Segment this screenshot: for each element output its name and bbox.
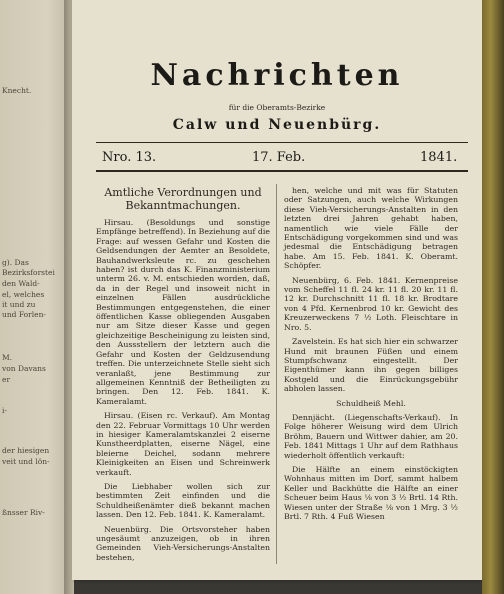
previous-page-strip [0, 0, 68, 594]
article-paragraph: Die Hälfte an einem einstöckigten Wohnhaus mitten im Dorf, sammt halbem Keller und Backhütte die Hälfte an einer Scheuer beim Haus ⅛ von 3 ½ Brtl. 14 Rth. Wiesen unter der Straße ⅛ von 1 Mrg. 3 ½ Brtl. 7 Rth. 4 Fuß Wiesen [284, 464, 458, 521]
previous-page-fragment: it und zu [2, 300, 36, 309]
article-paragraph: Die Liebhaber wollen sich zur bestimmten Zeit einfinden und die Schuldheißenämter dieß bekannt machen lassen. Den 12. Feb. 1841. K. Kameralamt. [96, 481, 270, 520]
article-paragraph: Neuenbürg, 6. Feb. 1841. Kernenpreise vom Scheffel 11 fl. 24 kr. 11 fl. 20 kr. 11 fl. 12 kr. Durchschnitt 11 fl. 18 kr. Brodtare von 4 Pfd. Kernenbrod 10 kr. Gewicht des Kreuzerweckens 7 ½ Loth. Fleischtare in Nro. 5. [284, 275, 458, 332]
previous-page-fragment: i- [2, 406, 7, 415]
article-paragraph: Hirsau. (Besoldungs und sonstige Empfänge betreffend). In Beziehung auf die Frage: auf wessen Gefahr und Kosten die Geldsendungen der Aemter an Besoldete, Bauhandwerksleute rc. zu geschehen haben? ist durch das K. Finanzministerium unterm 26. v. M. entschieden worden, daß, da in der Regel und insoweit nicht in einzelnen Fällen ausdrückliche Bestimmungen entgegenstehen, die einer öffentlichen Kasse obliegenden Ausgaben nur am Sitze dieser Kasse und gegen gleichzeitige Bescheinigung zu leisten sind, den Aussstellern der letztern auch die Gefahr und Kosten der Geldzusendung treffen. Die unterzeichnete Stelle sieht sich veranlaßt, jene Bestimmung zur allgemeinen Kenntniß der Betheiligten zu bringen. Den 12. Feb. 1841. K. Kameralamt. [96, 218, 270, 406]
previous-page-fragment: und Forlen- [2, 310, 46, 319]
previous-page-fragment: er [2, 375, 11, 384]
article-signature: Schuldheiß Mehl. [336, 398, 406, 408]
article-paragraph: Hirsau. (Eisen rc. Verkauf). Am Montag den 22. Februar Vormittags 10 Uhr werden in hiesiger Kameralamtskanzlei 2 eiserne Kunstheerdplatten, eiserne Nägel, eine bleierne Deichel, sodann mehrere Kleinigkeiten an Eisen und Schreinwerk verkauft. [96, 411, 270, 477]
masthead-subtitle: für die Oberamts-Bezirke [228, 103, 326, 112]
previous-page-fragment: den Wald- [2, 279, 40, 288]
article-paragraph: Dennjächt. (Liegenschafts-Verkauf). In Folge höherer Weisung wird dem Ulrich Bröhm, Bauern und Wittwer dahier, am 20. Feb. 1841 Mittags 1 Uhr auf dem Rathhaus wiederholt öffentlich verkauft: [284, 412, 458, 460]
column-divider [276, 184, 277, 564]
article-paragraph: hen, welche und mit was für Statuten oder Satzungen, auch welche Wirkungen diese Vieh-Versicherungs-Anstalten in den letzten drei Jahren gehabt haben, namentlich wie viele Fälle der Entschädigung vorgekommen sind und was jedesmal die Entschädigung betragen habe. Am 15. Feb. 1841. K. Oberamt. Schöpfer. [284, 186, 458, 271]
issue-year: 1841. [420, 150, 458, 165]
article-paragraph: Neuenbürg. Die Ortsvorsteher haben ungesäumt anzuzeigen, ob in ihren Gemeinden Vieh-Versicherungs-Anstalten bestehen, [96, 524, 270, 562]
previous-page-fragment: Knecht. [2, 86, 32, 95]
previous-page-fragment: von Davans [2, 364, 46, 373]
previous-page-fragment: g). Das [2, 258, 29, 267]
top-rule [96, 142, 468, 143]
previous-page-fragment: ßnsser Riv- [2, 508, 45, 517]
previous-page-fragment: veit und lön- [2, 457, 50, 466]
newspaper-page [72, 0, 482, 580]
masthead-places: Calw und Neuenbürg. [172, 117, 382, 133]
masthead-title: Nachrichten [150, 58, 404, 93]
article-paragraph: Zavelstein. Es hat sich hier ein schwarzer Hund mit braunen Füßen und einem Stumpfschwanz eingestellt. Der Eigenthümer kann ihn gegen billiges Kostgeld und die Einrückungsgebühr abholen lassen. [284, 337, 458, 394]
previous-page-fragment: der hiesigen [2, 446, 50, 455]
previous-page-fragment: M. [2, 353, 13, 362]
right-column [284, 186, 458, 526]
previous-page-fragment: el, welches [2, 290, 45, 299]
issue-number: Nro. 13. [102, 150, 157, 165]
issue-date: 17. Feb. [252, 150, 306, 165]
section-heading: Amtliche Verordnungen und Bekanntmachungen. [104, 186, 262, 212]
previous-page-fragment: Bezirksforstei [2, 268, 55, 277]
bottom-rule [96, 170, 468, 172]
book-edge [482, 0, 504, 594]
left-column [96, 186, 270, 567]
